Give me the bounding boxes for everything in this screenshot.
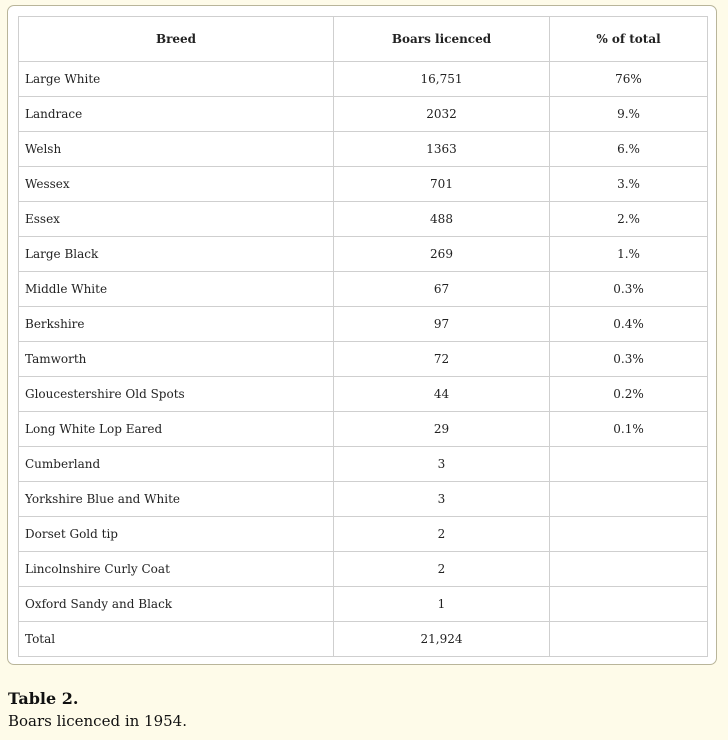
- table-row: [19, 482, 708, 517]
- cell-breed: Large Black: [19, 237, 334, 272]
- cell-breed: Wessex: [19, 167, 334, 202]
- cell-breed: Long White Lop Eared: [19, 412, 334, 447]
- cell-pct: 76%: [550, 62, 708, 97]
- caption-title: Table 2.: [8, 689, 79, 708]
- table-row: [19, 132, 708, 167]
- cell-pct: [550, 482, 708, 517]
- cell-boars: 1: [334, 587, 550, 622]
- boars-table: [18, 16, 708, 657]
- table-row: [19, 517, 708, 552]
- cell-breed: Lincolnshire Curly Coat: [19, 552, 334, 587]
- cell-breed: Gloucestershire Old Spots: [19, 377, 334, 412]
- cell-pct: [550, 447, 708, 482]
- table-row: [19, 552, 708, 587]
- cell-breed: Tamworth: [19, 342, 334, 377]
- cell-pct: 0.1%: [550, 412, 708, 447]
- cell-pct: 0.3%: [550, 342, 708, 377]
- table-row: [19, 97, 708, 132]
- table-row: [19, 307, 708, 342]
- cell-pct: 1.%: [550, 237, 708, 272]
- table-card: [7, 5, 717, 665]
- cell-pct: 9.%: [550, 97, 708, 132]
- table-row: [19, 167, 708, 202]
- cell-pct: 2.%: [550, 202, 708, 237]
- cell-breed: Yorkshire Blue and White: [19, 482, 334, 517]
- cell-pct: [550, 622, 708, 657]
- cell-boars: 2: [334, 552, 550, 587]
- cell-breed: Large White: [19, 62, 334, 97]
- cell-boars: 488: [334, 202, 550, 237]
- cell-boars: 1363: [334, 132, 550, 167]
- cell-pct: 0.4%: [550, 307, 708, 342]
- header-boars-licenced: Boars licenced: [334, 17, 550, 62]
- table-row: [19, 587, 708, 622]
- table-row: [19, 377, 708, 412]
- caption-text: Boars licenced in 1954.: [8, 712, 187, 730]
- cell-boars: 44: [334, 377, 550, 412]
- cell-breed: Essex: [19, 202, 334, 237]
- cell-pct: [550, 587, 708, 622]
- table-row: [19, 342, 708, 377]
- cell-breed: Oxford Sandy and Black: [19, 587, 334, 622]
- cell-boars: 701: [334, 167, 550, 202]
- cell-pct: [550, 552, 708, 587]
- cell-boars: 3: [334, 447, 550, 482]
- cell-breed: Cumberland: [19, 447, 334, 482]
- cell-pct: 3.%: [550, 167, 708, 202]
- cell-boars: 3: [334, 482, 550, 517]
- table-row: [19, 237, 708, 272]
- cell-boars: 16,751: [334, 62, 550, 97]
- cell-breed: Total: [19, 622, 334, 657]
- header-breed: Breed: [19, 17, 334, 62]
- cell-breed: Welsh: [19, 132, 334, 167]
- table-row: [19, 202, 708, 237]
- cell-pct: 6.%: [550, 132, 708, 167]
- cell-boars: 2032: [334, 97, 550, 132]
- cell-pct: 0.2%: [550, 377, 708, 412]
- table-row: [19, 272, 708, 307]
- table-row: [19, 447, 708, 482]
- cell-pct: 0.3%: [550, 272, 708, 307]
- cell-boars: 97: [334, 307, 550, 342]
- cell-boars: 2: [334, 517, 550, 552]
- cell-breed: Landrace: [19, 97, 334, 132]
- cell-breed: Middle White: [19, 272, 334, 307]
- cell-boars: 21,924: [334, 622, 550, 657]
- table-row: [19, 62, 708, 97]
- table-caption: [8, 688, 187, 732]
- cell-breed: Dorset Gold tip: [19, 517, 334, 552]
- table-row: [19, 412, 708, 447]
- cell-breed: Berkshire: [19, 307, 334, 342]
- cell-boars: 269: [334, 237, 550, 272]
- table-total-row: [19, 622, 708, 657]
- cell-pct: [550, 517, 708, 552]
- cell-boars: 72: [334, 342, 550, 377]
- cell-boars: 67: [334, 272, 550, 307]
- header-percent-of-total: % of total: [550, 17, 708, 62]
- cell-boars: 29: [334, 412, 550, 447]
- table-header-row: [19, 17, 708, 62]
